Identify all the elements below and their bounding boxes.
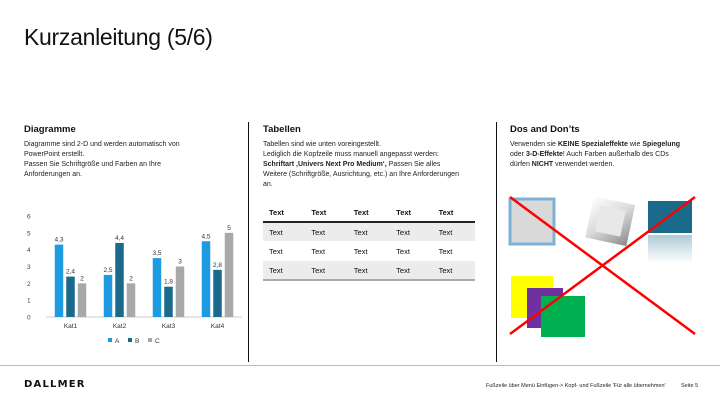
bar-b <box>164 287 173 317</box>
y-tick-label: 2 <box>27 280 31 288</box>
table-header-row <box>263 204 475 222</box>
diagramme-line: Diagramme sind 2-D und werden automatisch von <box>24 141 180 148</box>
bar-chart <box>22 205 242 350</box>
table-cell: Text <box>305 261 347 281</box>
data-label: 4,5 <box>201 233 211 241</box>
green-square <box>541 296 585 337</box>
text-run: ! Auch Farben außerhalb des CDs <box>562 151 669 158</box>
table-cell: Text <box>305 222 347 242</box>
table-cell: Text <box>390 222 432 242</box>
text-table <box>263 204 475 281</box>
page-number: Seite 5 <box>681 383 699 389</box>
text-bold: KEINE Spezialeffekte <box>557 141 628 148</box>
slide-title: Kurzanleitung (5/6) <box>24 24 213 50</box>
diagramme-heading: Diagramme <box>24 124 76 135</box>
table-cell: Text <box>348 242 390 261</box>
donts-illustration <box>505 192 705 337</box>
dos-donts-description <box>510 140 710 170</box>
diagramme-line: Anforderungen an. <box>24 171 82 178</box>
y-tick-label: 5 <box>27 230 31 238</box>
table-cell: Text <box>348 222 390 242</box>
data-label: 4,4 <box>114 234 125 242</box>
table-cell: Text <box>263 222 305 242</box>
tabellen-line: an. <box>263 181 273 188</box>
table-cell: Text <box>433 222 475 242</box>
data-label: 1,8 <box>163 278 174 286</box>
bevel-shape <box>585 196 635 246</box>
text-run: oder <box>510 151 526 158</box>
bar-b <box>213 270 222 317</box>
y-tick-label: 1 <box>27 297 31 305</box>
column-divider <box>248 122 249 362</box>
table-header-cell: Text <box>390 204 432 222</box>
table-row <box>263 261 475 281</box>
column-divider <box>496 122 497 362</box>
bar-a <box>55 245 64 317</box>
company-logo: DALLMER <box>24 379 86 390</box>
data-label: 4,3 <box>54 236 64 244</box>
diagramme-description <box>24 140 234 180</box>
tabellen-line-rest: Passen Sie alles <box>386 161 441 168</box>
dos-donts-heading: Dos and Don’ts <box>510 124 580 135</box>
reflection-mirror <box>648 235 692 263</box>
bar-c <box>176 267 185 318</box>
y-tick-label: 6 <box>27 213 31 221</box>
dos-donts-line <box>510 140 710 150</box>
dos-donts-line <box>510 160 710 170</box>
tabellen-line: Weitere (Schriftgröße, Ausrichtung, etc.) an Ihre Anforderungen <box>263 171 459 178</box>
glow-shape <box>510 199 554 244</box>
data-label: 2,5 <box>103 266 113 274</box>
y-tick-label: 4 <box>27 247 31 255</box>
text-bold: 3-D-Effekte <box>525 151 563 158</box>
table-header-cell: Text <box>263 204 305 222</box>
y-tick-label: 0 <box>27 314 31 322</box>
x-tick-label: Kat2 <box>112 323 127 330</box>
data-label: 2,4 <box>65 268 76 276</box>
bar-a <box>104 275 113 317</box>
legend-swatch <box>148 338 152 342</box>
table-cell: Text <box>348 261 390 281</box>
data-label: 3,5 <box>152 250 162 258</box>
bar-a <box>202 241 211 317</box>
tabellen-line <box>263 160 488 170</box>
tabellen-description <box>263 140 488 190</box>
text-bold: Spiegelung <box>642 141 681 148</box>
table-cell: Text <box>433 261 475 281</box>
table-row <box>263 222 475 242</box>
text-run: verwendet werden. <box>553 161 615 168</box>
font-name-bold: Schriftart ‚Univers Next Pro Medium‘, <box>263 161 387 168</box>
x-tick-label: Kat4 <box>210 323 225 330</box>
data-label: 5 <box>227 224 231 232</box>
bar-b <box>66 277 75 317</box>
table-cell: Text <box>263 261 305 281</box>
table-cell: Text <box>433 242 475 261</box>
table-cell: Text <box>263 242 305 261</box>
footer-divider <box>0 365 720 366</box>
legend-label: B <box>135 338 140 345</box>
diagramme-line: PowerPoint erstellt. <box>24 151 85 158</box>
table-header-cell: Text <box>305 204 347 222</box>
x-tick-label: Kat3 <box>161 323 176 330</box>
table-cell: Text <box>390 261 432 281</box>
legend-swatch <box>108 338 112 342</box>
table-header-cell: Text <box>348 204 390 222</box>
legend-label: A <box>115 338 120 345</box>
table-cell: Text <box>390 242 432 261</box>
dos-donts-line <box>510 150 710 160</box>
footer-text: Fußzeile über Menü Einfügen-> Kopf- und Fußzeile 'Für alle übernehmen' <box>486 383 666 389</box>
table-header-cell: Text <box>433 204 475 222</box>
text-run: Verwenden sie <box>510 141 558 148</box>
text-run: wie <box>627 141 643 148</box>
legend-swatch <box>128 338 132 342</box>
x-tick-label: Kat1 <box>63 323 78 330</box>
legend-label: C <box>155 338 160 345</box>
data-label: 2 <box>129 275 133 283</box>
bar-c <box>78 283 87 317</box>
diagramme-line: Passen Sie Schriftgröße und Farben an Ihre <box>24 161 161 168</box>
tabellen-heading: Tabellen <box>263 124 301 135</box>
data-label: 3 <box>178 258 182 266</box>
data-label: 2,8 <box>212 261 223 269</box>
data-label: 2 <box>80 275 84 283</box>
bar-c <box>225 233 234 317</box>
bar-a <box>153 258 162 317</box>
y-tick-label: 3 <box>27 264 31 271</box>
bar-b <box>115 243 124 317</box>
tabellen-line: Tabellen sind wie unten voreingestellt. <box>263 141 381 148</box>
bar-c <box>127 283 136 317</box>
text-run: dürfen <box>510 161 532 168</box>
text-bold: NICHT <box>531 161 554 168</box>
table-cell: Text <box>305 242 347 261</box>
tabellen-line: Lediglich die Kopfzeile muss manuell angepasst werden: <box>263 151 439 158</box>
table-row <box>263 242 475 261</box>
